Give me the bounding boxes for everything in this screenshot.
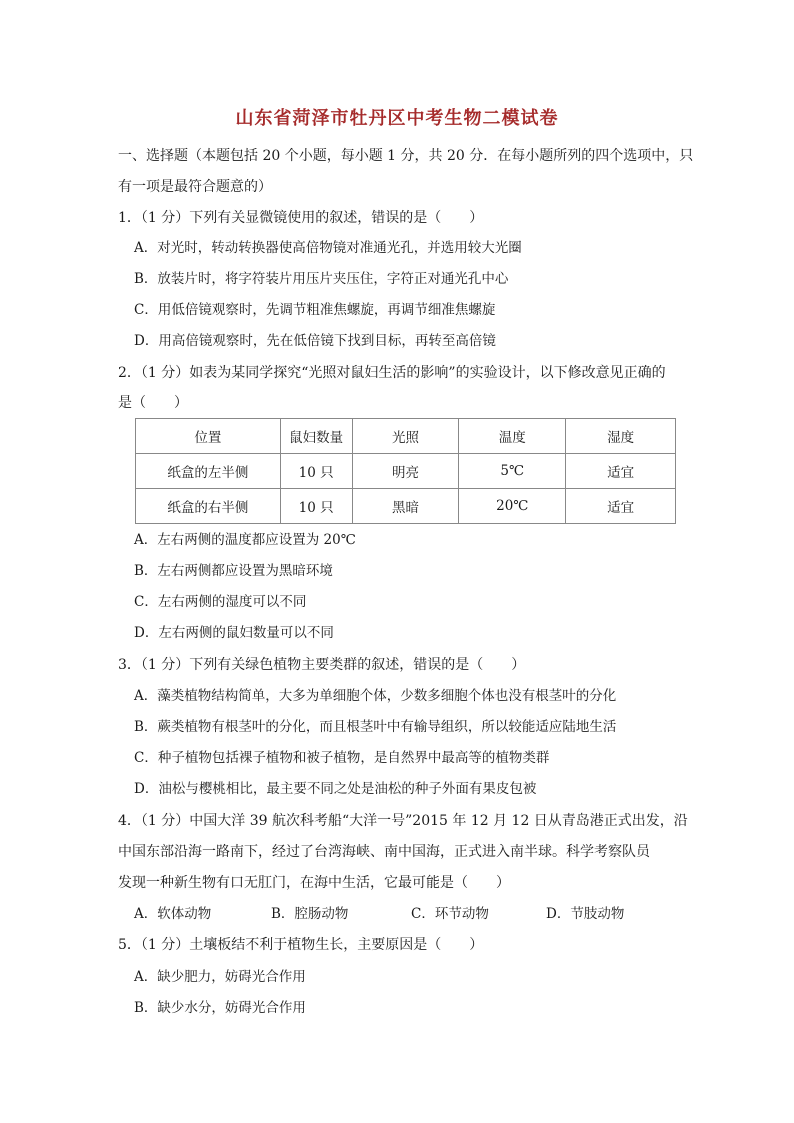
table-cell: 10 只 [280,489,352,524]
question-2-option-a: A．左右两侧的温度都应设置为 20℃ [134,532,356,548]
table-cell: 适宜 [566,454,676,489]
table-header-cell: 温度 [459,419,566,454]
section-instructions-line1: 一、选择题（本题包括 20 个小题，每小题 1 分，共 20 分．在每小题所列的四个选项中，只 [118,148,694,164]
question-1-option-d: D．用高倍镜观察时，先在低倍镜下找到目标，再转至高倍镜 [134,333,496,349]
question-2-option-c: C．左右两侧的湿度可以不同 [134,594,307,610]
question-5-stem: 5．（1 分）土壤板结不利于植物生长，主要原因是（ ） [118,937,484,953]
question-4-option-b: B．腔肠动物 [271,906,349,922]
table-cell: 适宜 [566,489,676,524]
question-3-option-c: C．种子植物包括裸子植物和被子植物，是自然界中最高等的植物类群 [134,750,550,766]
question-2-option-d: D．左右两侧的鼠妇数量可以不同 [134,625,334,641]
table-cell: 10 只 [280,454,352,489]
question-1-option-c: C．用低倍镜观察时，先调节粗准焦螺旋，再调节细准焦螺旋 [134,302,496,318]
question-1-stem: 1．（1 分）下列有关显微镜使用的叙述，错误的是（ ） [118,210,484,226]
table-cell: 5℃ [459,454,566,489]
table-cell: 纸盒的左半侧 [136,454,281,489]
table-cell: 20℃ [459,489,566,524]
question-4-option-a: A．软体动物 [134,906,212,922]
table-header-row [136,419,676,454]
question-4-stem-line2: 中国东部沿海一路南下，经过了台湾海峡、南中国海，正式进入南半球。科学考察队员 [118,844,650,860]
table-header-cell: 位置 [136,419,281,454]
question-2-option-b: B．左右两侧都应设置为黑暗环境 [134,563,333,579]
question-2-stem-line1: 2．（1 分）如表为某同学探究“光照对鼠妇生活的影响”的实验设计，以下修改意见正确的 [118,365,666,381]
table-header-cell: 鼠妇数量 [280,419,352,454]
question-4-stem-line3: 发现一种新生物有口无肛门，在海中生活，它最可能是（ ） [118,875,510,891]
table-header-cell: 湿度 [566,419,676,454]
question-3-option-b: B．蕨类植物有根茎叶的分化，而且根茎叶中有输导组织，所以较能适应陆地生活 [134,719,617,735]
question-1-option-b: B．放装片时，将字符装片用压片夹压住，字符正对通光孔中心 [134,271,509,287]
table-cell: 黑暗 [352,489,459,524]
table-cell: 明亮 [352,454,459,489]
section-instructions-line2: 有一项是最符合题意的） [118,179,272,195]
question-5-option-b: B．缺少水分，妨碍光合作用 [134,1000,306,1016]
question-4-options-row [134,904,694,924]
question-4-stem-line1: 4．（1 分）中国大洋 39 航次科考船“大洋一号”2015 年 12 月 12 日从青岛港正式出发，沿 [118,813,688,829]
exam-title: 山东省菏泽市牡丹区中考生物二模试卷 [235,108,559,129]
table-row [136,489,676,524]
table-header-cell: 光照 [352,419,459,454]
question-5-option-a: A．缺少肥力，妨碍光合作用 [134,969,306,985]
table-row [136,454,676,489]
question-3-option-d: D．油松与樱桃相比，最主要不同之处是油松的种子外面有果皮包被 [134,781,537,797]
question-3-option-a: A．藻类植物结构简单，大多为单细胞个体，少数多细胞个体也没有根茎叶的分化 [134,688,617,704]
question-2-stem-line2: 是（ ） [118,395,188,411]
experiment-table [135,418,676,524]
table-cell: 纸盒的右半侧 [136,489,281,524]
question-4-option-c: C．环节动物 [411,906,489,922]
question-3-stem: 3．（1 分）下列有关绿色植物主要类群的叙述，错误的是（ ） [118,657,526,673]
question-1-option-a: A．对光时，转动转换器使高倍物镜对准通光孔，并选用较大光圈 [134,240,522,256]
question-4-option-d: D．节肢动物 [546,906,625,922]
